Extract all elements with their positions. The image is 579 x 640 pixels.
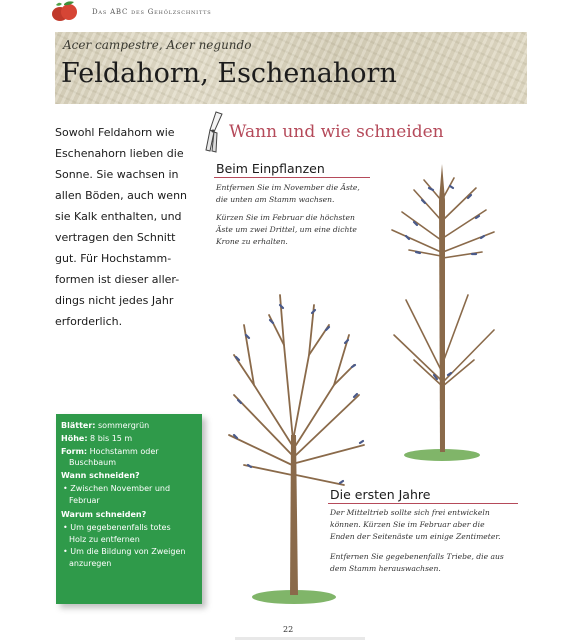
height-row (61, 433, 199, 444)
form-value: Hochstamm oder (87, 447, 159, 456)
first-years-heading-rule (328, 503, 518, 504)
title-banner (55, 32, 527, 104)
intro-line: dings nicht jedes Jahr (55, 294, 174, 307)
text-line: Entfernen Sie im November die Äste, (216, 183, 360, 192)
page-number: 22 (283, 625, 294, 634)
form-row (61, 446, 199, 457)
text-line: Enden der Seitenäste um einige Zentimeter. (330, 532, 501, 541)
page-title: Feldahorn, Eschenahorn (61, 58, 397, 89)
intro-line: vertragen den Schnitt (55, 231, 176, 244)
intro-line: Sowohl Feldahorn wie (55, 126, 175, 139)
running-head: Das ABC des Gehölzschnitts (92, 8, 212, 16)
text-line: dem Stamm herauswachsen. (330, 564, 441, 573)
why-heading (61, 509, 199, 520)
intro-paragraph (55, 122, 205, 332)
text-line: Äste um zwei Drittel, um eine dichte (216, 225, 357, 234)
first-years-paragraph-2 (330, 551, 530, 575)
planting-paragraph-1 (216, 182, 386, 206)
first-years-heading: Die ersten Jahre (330, 487, 431, 502)
text-line: Krone zu erhalten. (216, 237, 288, 246)
text-line: die unten am Stamm wachsen. (216, 195, 335, 204)
botanical-names: Acer campestre, Acer negundo (63, 38, 252, 52)
why-item: • Um die Bildung von Zweigen (63, 547, 186, 556)
text-line: können. Kürzen Sie im Februar aber die (330, 520, 485, 529)
leaves-row (61, 420, 199, 431)
why-item-continued: anzuregen (69, 559, 112, 568)
intro-line: Eschenahorn lieben die (55, 147, 184, 160)
text-line: Der Mitteltrieb sollte sich frei entwickeln (330, 508, 490, 517)
leaves-label: Blätter: (61, 421, 96, 430)
intro-line: allen Böden, auch wenn (55, 189, 188, 202)
info-box (56, 414, 202, 604)
when-item-continued: Februar (69, 496, 100, 505)
intro-line: erforderlich. (55, 315, 123, 328)
intro-line: Sonne. Sie wachsen in (55, 168, 179, 181)
text-line: Entfernen Sie gegebenenfalls Triebe, die aus (330, 552, 504, 561)
form-label: Form: (61, 447, 88, 456)
height-value: 8 bis 15 m (87, 434, 133, 443)
when-heading (61, 470, 199, 481)
planting-heading: Beim Einpflanzen (216, 161, 325, 176)
intro-line: gut. Für Hochstamm- (55, 252, 172, 265)
form-value-continued: Buschbaum (69, 458, 117, 467)
intro-line: formen ist dieser aller- (55, 273, 180, 286)
height-label: Höhe: (61, 434, 88, 443)
text-line: Kürzen Sie im Februar die höchsten (216, 213, 355, 222)
apple-logo-icon (50, 0, 82, 24)
planting-paragraph-2 (216, 212, 386, 248)
intro-line: sie Kalk enthalten, und (55, 210, 182, 223)
why-heading-text: Warum schneiden? (61, 510, 147, 519)
why-item: • Um gegebenenfalls totes (63, 523, 171, 532)
young-tree-illustration (384, 160, 504, 465)
when-heading-text: Wann schneiden? (61, 471, 140, 480)
when-item: • Zwischen November und (63, 484, 171, 493)
planting-heading-rule (214, 177, 370, 178)
first-years-paragraph-1 (330, 507, 530, 543)
pruning-shears-icon (202, 110, 228, 154)
section-heading: Wann und wie schneiden (229, 122, 444, 142)
leaves-value: sommergrün (95, 421, 150, 430)
why-item-continued: Holz zu entfernen (69, 535, 140, 544)
